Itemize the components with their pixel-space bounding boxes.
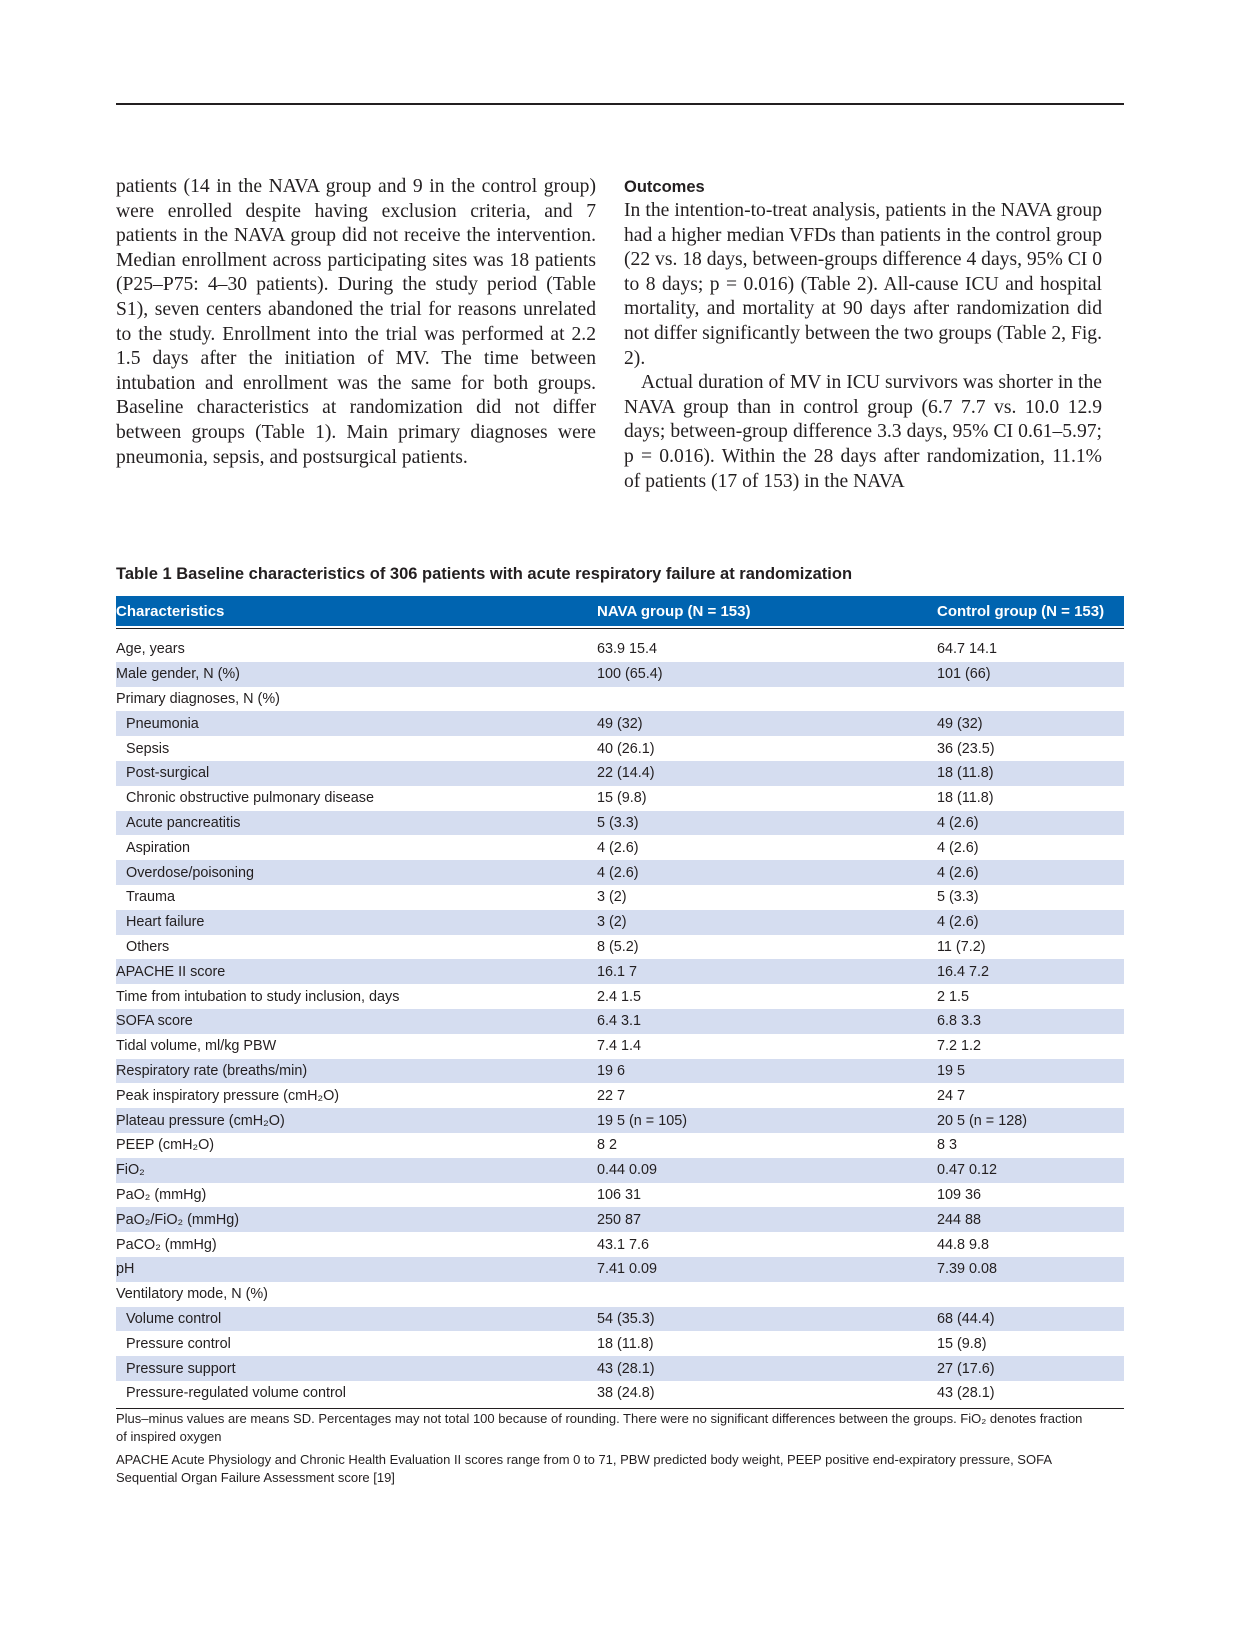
cell-control-value: 18 (11.8)	[937, 790, 994, 807]
cell-nava-value: 6.4 3.1	[597, 1013, 642, 1030]
cell-control-value: 8 3	[937, 1137, 958, 1154]
cell-nava-value: 7.41 0.09	[597, 1261, 658, 1278]
cell-nava-value: 19 5 (n = 105)	[597, 1112, 688, 1129]
table-row	[116, 860, 1124, 885]
table-notes	[116, 1410, 1096, 1492]
header-control-group: Control group (N = 153)	[937, 602, 1105, 620]
header-nava-group: NAVA group (N = 153)	[597, 602, 751, 620]
cell-characteristic: Volume control	[126, 1310, 222, 1327]
table-row	[116, 687, 1124, 712]
cell-characteristic: Age, years	[116, 641, 185, 658]
table-row	[116, 637, 1124, 662]
table-row	[116, 1307, 1124, 1332]
cell-control-value: 18 (11.8)	[937, 765, 994, 782]
header-characteristics: Characteristics	[116, 602, 225, 620]
cell-characteristic: Pressure control	[126, 1335, 231, 1352]
table-row	[116, 761, 1124, 786]
table-row	[116, 1009, 1124, 1034]
cell-control-value: 4 (2.6)	[937, 814, 979, 831]
cell-nava-value: 40 (26.1)	[597, 740, 655, 757]
header-underline	[116, 628, 1124, 629]
table-row	[116, 1232, 1124, 1257]
table-row	[116, 1083, 1124, 1108]
cell-control-value: 4 (2.6)	[937, 914, 979, 931]
cell-characteristic: Acute pancreatitis	[126, 814, 241, 831]
cell-characteristic: APACHE II score	[116, 963, 226, 980]
table-row	[116, 1257, 1124, 1282]
cell-characteristic: Tidal volume, ml/kg PBW	[116, 1038, 277, 1055]
table-row	[116, 885, 1124, 910]
cell-nava-value: 100 (65.4)	[597, 666, 663, 683]
table-title: Table 1 Baseline characteristics of 306 patients with acute respiratory failure at randomization	[116, 565, 853, 583]
cell-characteristic: Primary diagnoses, N (%)	[116, 690, 280, 707]
cell-control-value: 24 7	[937, 1087, 966, 1104]
cell-control-value: 6.8 3.3	[937, 1013, 982, 1030]
cell-characteristic: Pressure-regulated volume control	[126, 1385, 346, 1402]
table-row	[116, 1282, 1124, 1307]
cell-control-value: 16.4 7.2	[937, 963, 990, 980]
cell-control-value: 27 (17.6)	[937, 1360, 995, 1377]
cell-characteristic: Post-surgical	[126, 765, 210, 782]
cell-nava-value: 22 (14.4)	[597, 765, 655, 782]
table-row	[116, 1158, 1124, 1183]
cell-characteristic: Pneumonia	[126, 715, 199, 732]
cell-nava-value: 0.44 0.09	[597, 1162, 658, 1179]
cell-nava-value: 22 7	[597, 1087, 626, 1104]
cell-characteristic: Overdose/poisoning	[126, 864, 254, 881]
cell-control-value: 4 (2.6)	[937, 864, 979, 881]
cell-control-value: 2 1.5	[937, 988, 970, 1005]
table-row	[116, 786, 1124, 811]
cell-characteristic: Male gender, N (%)	[116, 666, 240, 683]
cell-control-value: 36 (23.5)	[937, 740, 995, 757]
cell-nava-value: 3 (2)	[597, 914, 627, 931]
table-row	[116, 935, 1124, 960]
cell-control-value: 64.7 14.1	[937, 641, 998, 658]
cell-nava-value: 43 (28.1)	[597, 1360, 655, 1377]
cell-control-value: 19 5	[937, 1062, 966, 1079]
cell-characteristic: PaO₂ (mmHg)	[116, 1186, 207, 1203]
cell-characteristic: Peak inspiratory pressure (cmH₂O)	[116, 1087, 340, 1104]
cell-nava-value: 54 (35.3)	[597, 1310, 655, 1327]
table-row	[116, 984, 1124, 1009]
cell-control-value: 109 36	[937, 1186, 982, 1203]
cell-nava-value: 3 (2)	[597, 889, 627, 906]
cell-nava-value: 19 6	[597, 1062, 626, 1079]
table-row	[116, 835, 1124, 860]
table-note-1: Plus–minus values are means SD. Percentages may not total 100 because of rounding. There were no significant differences between the groups. FiO₂ denotes fraction of inspired oxygen	[116, 1411, 1083, 1444]
outcomes-paragraph-2: Actual duration of MV in ICU survivors was shorter in the NAVA group than in control group (6.7 7.7 vs. 10.0 12.9 days; between-group difference 3.3 days, 95% CI 0.61–5.97; p = 0.016). Within the 28 days after randomization, 11.1% of patients (17 of 153) in the NAVA	[624, 372, 1102, 492]
cell-control-value: 244 88	[937, 1211, 982, 1228]
cell-control-value: 15 (9.8)	[937, 1335, 987, 1352]
top-rule	[116, 103, 1124, 105]
table-row	[116, 662, 1124, 687]
cell-control-value: 101 (66)	[937, 666, 991, 683]
table-row	[116, 910, 1124, 935]
baseline-table	[116, 596, 1124, 1409]
cell-characteristic: FiO₂	[116, 1162, 145, 1179]
cell-nava-value: 8 (5.2)	[597, 938, 639, 955]
cell-control-value: 68 (44.4)	[937, 1310, 995, 1327]
table-row	[116, 1207, 1124, 1232]
cell-characteristic: Trauma	[126, 889, 176, 906]
section-heading-outcomes: Outcomes	[624, 178, 705, 196]
cell-nava-value: 15 (9.8)	[597, 790, 647, 807]
table-row	[116, 1034, 1124, 1059]
right-column	[624, 175, 1102, 494]
table-bottom-rule	[116, 1408, 1124, 1409]
cell-characteristic: Plateau pressure (cmH₂O)	[116, 1112, 285, 1129]
cell-characteristic: PaCO₂ (mmHg)	[116, 1236, 217, 1253]
left-column	[116, 175, 596, 470]
cell-nava-value: 4 (2.6)	[597, 864, 639, 881]
cell-control-value: 7.2 1.2	[937, 1038, 982, 1055]
cell-nava-value: 4 (2.6)	[597, 839, 639, 856]
table-row	[116, 1381, 1124, 1406]
cell-characteristic: PEEP (cmH₂O)	[116, 1137, 215, 1154]
cell-nava-value: 63.9 15.4	[597, 641, 658, 658]
cell-characteristic: Heart failure	[126, 914, 205, 931]
cell-characteristic: Sepsis	[126, 740, 170, 757]
cell-characteristic: SOFA score	[116, 1013, 193, 1030]
cell-nava-value: 16.1 7	[597, 963, 638, 980]
cell-characteristic: pH	[116, 1261, 135, 1278]
cell-nava-value: 2.4 1.5	[597, 988, 642, 1005]
cell-control-value: 4 (2.6)	[937, 839, 979, 856]
cell-characteristic: Aspiration	[126, 839, 190, 856]
cell-control-value: 20 5 (n = 128)	[937, 1112, 1028, 1129]
cell-nava-value: 5 (3.3)	[597, 814, 639, 831]
cell-nava-value: 7.4 1.4	[597, 1038, 642, 1055]
cell-nava-value: 106 31	[597, 1186, 642, 1203]
cell-control-value: 7.39 0.08	[937, 1261, 998, 1278]
table-row	[116, 736, 1124, 761]
cell-characteristic: Respiratory rate (breaths/min)	[116, 1062, 308, 1079]
cell-control-value: 49 (32)	[937, 715, 983, 732]
left-column-text: patients (14 in the NAVA group and 9 in the control group) were enrolled despite having exclusion criteria, and 7 patients in the NAVA group did not receive the intervention. Median enrollment across participating sites was 18 patients (P25–P75: 4–30 patients). During the study period (Table S1), seven centers abandoned the trial for reasons unrelated to the study. Enrollment into the trial was performed at 2.2 1.5 days after the initiation of MV. The time between intubation and enrollment was the same for both groups. Baseline characteristics at randomization did not differ between groups (Table 1). Main primary diagnoses were pneumonia, sepsis, and postsurgical patients.	[116, 176, 596, 468]
cell-characteristic: Pressure support	[126, 1360, 236, 1377]
table-note-2: APACHE Acute Physiology and Chronic Health Evaluation II scores range from 0 to 71, PBW predicted body weight, PEEP positive end-expiratory pressure, SOFA Sequential Organ Failure Assessment score [19]	[116, 1452, 1052, 1485]
cell-nava-value: 43.1 7.6	[597, 1236, 650, 1253]
cell-nava-value: 18 (11.8)	[597, 1335, 654, 1352]
cell-characteristic: Ventilatory mode, N (%)	[116, 1286, 268, 1303]
cell-nava-value: 8 2	[597, 1137, 618, 1154]
table-row	[116, 1331, 1124, 1356]
table-body	[116, 637, 1124, 1406]
cell-control-value: 0.47 0.12	[937, 1162, 998, 1179]
cell-nava-value: 49 (32)	[597, 715, 643, 732]
cell-characteristic: Time from intubation to study inclusion, days	[116, 988, 400, 1005]
table-row	[116, 1356, 1124, 1381]
cell-characteristic: Others	[126, 938, 170, 955]
table-row	[116, 811, 1124, 836]
cell-control-value: 44.8 9.8	[937, 1236, 990, 1253]
table-row	[116, 1183, 1124, 1208]
table-row	[116, 959, 1124, 984]
cell-nava-value: 38 (24.8)	[597, 1385, 655, 1402]
cell-characteristic: Chronic obstructive pulmonary disease	[126, 790, 374, 807]
cell-characteristic: PaO₂/FiO₂ (mmHg)	[116, 1211, 240, 1228]
outcomes-paragraph-1: In the intention-to-treat analysis, patients in the NAVA group had a higher median VFDs than patients in the control group (22 vs. 18 days, between-groups difference 4 days, 95% CI 0 to 8 days; p = 0.016) (Table 2). All-cause ICU and hospital mortality, and mortality at 90 days after randomization did not differ significantly between the two groups (Table 2, Fig. 2).	[624, 200, 1102, 369]
cell-control-value: 11 (7.2)	[937, 938, 986, 955]
table-row	[116, 1133, 1124, 1158]
table-row	[116, 711, 1124, 736]
cell-nava-value: 250 87	[597, 1211, 642, 1228]
cell-control-value: 5 (3.3)	[937, 889, 979, 906]
table-row	[116, 1059, 1124, 1084]
table-row	[116, 1108, 1124, 1133]
table-header-row	[116, 596, 1124, 626]
cell-control-value: 43 (28.1)	[937, 1385, 995, 1402]
